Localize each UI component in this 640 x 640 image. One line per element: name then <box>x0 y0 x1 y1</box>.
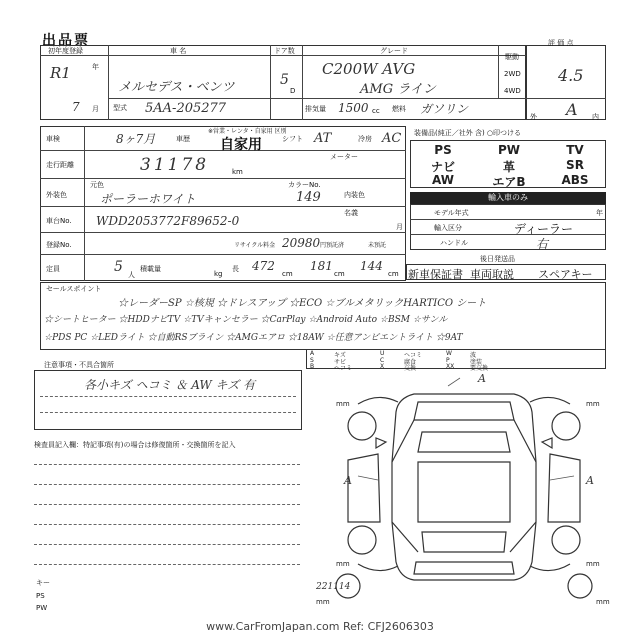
original-color-label: 元色 <box>90 181 104 189</box>
drive-4wd: 4WD <box>504 87 521 95</box>
mileage-unit: km <box>232 168 243 176</box>
legend-cell: サビ <box>334 358 347 366</box>
equipment-item: SR <box>566 158 584 172</box>
diagram-mark-left: A <box>344 474 352 487</box>
legend-cell: 波 <box>470 352 477 359</box>
capacity-unit: 人 <box>128 271 135 279</box>
mm-label-2: mm <box>586 400 600 408</box>
mm-label-5: mm <box>316 598 330 606</box>
exterior-label: 外装色 <box>46 191 67 199</box>
sales-point-line-1: ☆レーダーSP ☆核規 ☆ドレスアップ ☆ECO ☆ブルメタリックHARTICO シート <box>118 298 487 309</box>
reg-no-label: 登録No. <box>46 241 72 249</box>
inspector-note-label: 検査員記入欄：特記事項(有)の場合は修復箇所・交換箇所を記入 <box>34 441 236 449</box>
marker-2: PS <box>36 592 45 600</box>
inspection-label: 車検 <box>46 135 60 143</box>
equipment-item: ナビ <box>430 160 455 174</box>
usage-note: ※営業・レンタ・自家用 区別 <box>208 128 287 135</box>
docs-header: 後日発送品 <box>480 255 515 263</box>
ac-label: 冷房 <box>358 135 372 143</box>
legend-cell: W <box>446 350 452 357</box>
sales-point-line-2: ☆シートヒーター ☆HDDナビTV ☆TVキャンセラー ☆CarPlay ☆Android Auto ☆BSM ☆サンル <box>44 315 448 325</box>
length-unit: cm <box>282 270 293 278</box>
first-reg-month: 7 <box>72 100 80 114</box>
fuel-label: 燃料 <box>392 105 406 113</box>
recycle-label: リサイクル料金 <box>234 242 276 249</box>
first-reg-month-unit: 月 <box>92 105 99 113</box>
sales-point-label: セールスポイント <box>46 285 102 293</box>
legend-cell: XX <box>446 363 455 370</box>
mm-label-6: mm <box>596 598 610 606</box>
rating-interior: A <box>566 100 578 119</box>
rating-score: 4.5 <box>558 66 584 85</box>
legend-cell: A <box>310 350 315 357</box>
shift-value: AT <box>314 131 332 146</box>
legend-cell: キズ <box>334 352 346 359</box>
drive-2wd: 2WD <box>504 70 521 78</box>
rating-int-label: 内 <box>592 113 599 121</box>
legend-cell: C <box>380 356 385 364</box>
interior-label: 内装色 <box>344 191 365 199</box>
import-type-label: 輸入区分 <box>434 224 462 232</box>
model-year-unit: 年 <box>596 209 603 217</box>
ac-value: AC <box>382 131 402 146</box>
model-year-label: モデル年式 <box>434 209 469 217</box>
equipment-item: 革 <box>502 160 515 174</box>
equipment-item: PW <box>497 143 521 157</box>
equipment-header: 装備品(純正／社外 含) ○印つける <box>414 129 522 137</box>
handle-label: ハンドル <box>440 239 468 247</box>
diagram-code: 221114 <box>316 582 351 592</box>
model-label: 型式 <box>113 104 127 112</box>
meter-label: メーター <box>330 153 358 161</box>
exterior-value: ポーラーホワイト <box>100 192 196 206</box>
chassis-value: WDD2053772F89652-0 <box>96 214 240 228</box>
mm-label-1: mm <box>336 400 350 408</box>
legend-cell: P <box>446 356 450 364</box>
equipment-item: エアB <box>492 175 526 189</box>
import-type-value: ディーラー <box>514 222 574 236</box>
usage-label: 車歴 <box>176 135 190 143</box>
model-value: 5AA-205277 <box>145 101 227 116</box>
doors-suffix: D <box>290 87 296 95</box>
notice-label: 注意事項・不具合箇所 <box>44 361 114 369</box>
legend-cell: B <box>310 363 315 370</box>
first-reg-year: R1 <box>50 64 71 82</box>
marker-3: PW <box>36 604 48 612</box>
load-unit: kg <box>214 270 223 278</box>
equipment-item: TV <box>566 143 584 157</box>
handle-value: 右 <box>536 237 549 251</box>
mm-label-3: mm <box>336 560 350 568</box>
usage-value: 自家用 <box>220 137 262 153</box>
owner-month-label: 月 <box>396 223 403 231</box>
doc-manual: 車両取説 <box>470 268 514 281</box>
shift-label: シフト <box>282 135 303 143</box>
color-no-label: カラーNo. <box>288 181 321 189</box>
watermark-footer: www.CarFromJapan.com Ref: CFJ2606303 <box>206 620 434 633</box>
legend-cell: 塗装 <box>470 358 483 366</box>
fuel-value: ガソリン <box>420 102 469 116</box>
car-name-value: メルセデス・ベンツ <box>118 80 235 95</box>
car-damage-diagram <box>318 372 610 612</box>
diagram-mark-top: A <box>478 372 486 385</box>
legend-cell: U <box>380 350 385 357</box>
sheet-title: 出品票 <box>42 33 90 49</box>
recycle-prepaid-label: 円預託済 <box>320 242 345 249</box>
owner-list-label: 名義 <box>344 209 358 217</box>
height-unit: cm <box>388 270 399 278</box>
legend-cell: S <box>310 356 314 364</box>
import-header: 輸入車のみ <box>410 192 606 204</box>
height-value: 144 <box>360 259 383 273</box>
displacement-label: 排気量 <box>305 105 326 113</box>
diagram-mark-right: A <box>586 474 594 487</box>
recycle-value: 20980 <box>282 236 321 250</box>
car-name-label: 車 名 <box>170 47 187 55</box>
mm-label-4: mm <box>586 560 600 568</box>
legend-cell: ヘコミ <box>404 352 423 359</box>
capacity-label: 定員 <box>46 265 60 273</box>
legend-cell: ヘコミ <box>334 365 353 372</box>
width-value: 181 <box>310 259 333 273</box>
doc-warranty: 新車保証書 <box>408 268 463 281</box>
first-reg-label: 初年度登録 <box>48 47 83 55</box>
notice-text: 各小キズ ヘコミ ＆ AW キズ 有 <box>84 378 256 392</box>
grade-label: グレード <box>380 47 408 55</box>
doc-spare-key: スペアキー <box>538 268 593 281</box>
dims-label: 長 <box>232 265 239 273</box>
drive-label: 駆動 <box>505 53 519 61</box>
recycle-notpaid-label: 未預託 <box>368 242 387 249</box>
displacement-value: 1500 <box>338 101 369 115</box>
grade-line-2: AMG ライン <box>360 82 436 97</box>
legend-cell: X <box>380 363 385 370</box>
length-value: 472 <box>252 259 275 273</box>
marker-1: キー <box>36 579 50 587</box>
displacement-unit: cc <box>372 107 380 115</box>
grade-line-1: C200W AVG <box>322 60 416 78</box>
chassis-label: 車台No. <box>46 217 72 225</box>
mileage-value: 31178 <box>140 155 210 175</box>
inspection-value: 8ヶ7月 <box>116 132 156 146</box>
doors-value: 5 <box>280 72 289 88</box>
capacity-value: 5 <box>114 259 123 275</box>
mileage-label: 走行距離 <box>46 161 74 169</box>
equipment-item: PS <box>434 143 452 157</box>
first-reg-year-unit: 年 <box>92 63 99 71</box>
equipment-item: ABS <box>561 173 589 187</box>
legend-cell: 交換 <box>404 365 417 372</box>
sales-point-line-3: ☆PDS PC ☆LEDライト ☆自動RSブライン ☆AMGエアロ ☆18AW ☆任意アンビエントライト ☆9AT <box>44 333 463 343</box>
doors-label: ドア数 <box>274 47 295 55</box>
equipment-item: AW <box>432 173 454 187</box>
legend-cell: 要交換 <box>470 365 489 372</box>
rating-ext-label: 外 <box>530 113 537 121</box>
rating-label: 評 価 点 <box>548 39 574 47</box>
width-unit: cm <box>334 270 345 278</box>
color-no-value: 149 <box>296 190 321 205</box>
load-label: 積載量 <box>140 265 161 273</box>
legend-cell: 腐食 <box>404 358 417 366</box>
